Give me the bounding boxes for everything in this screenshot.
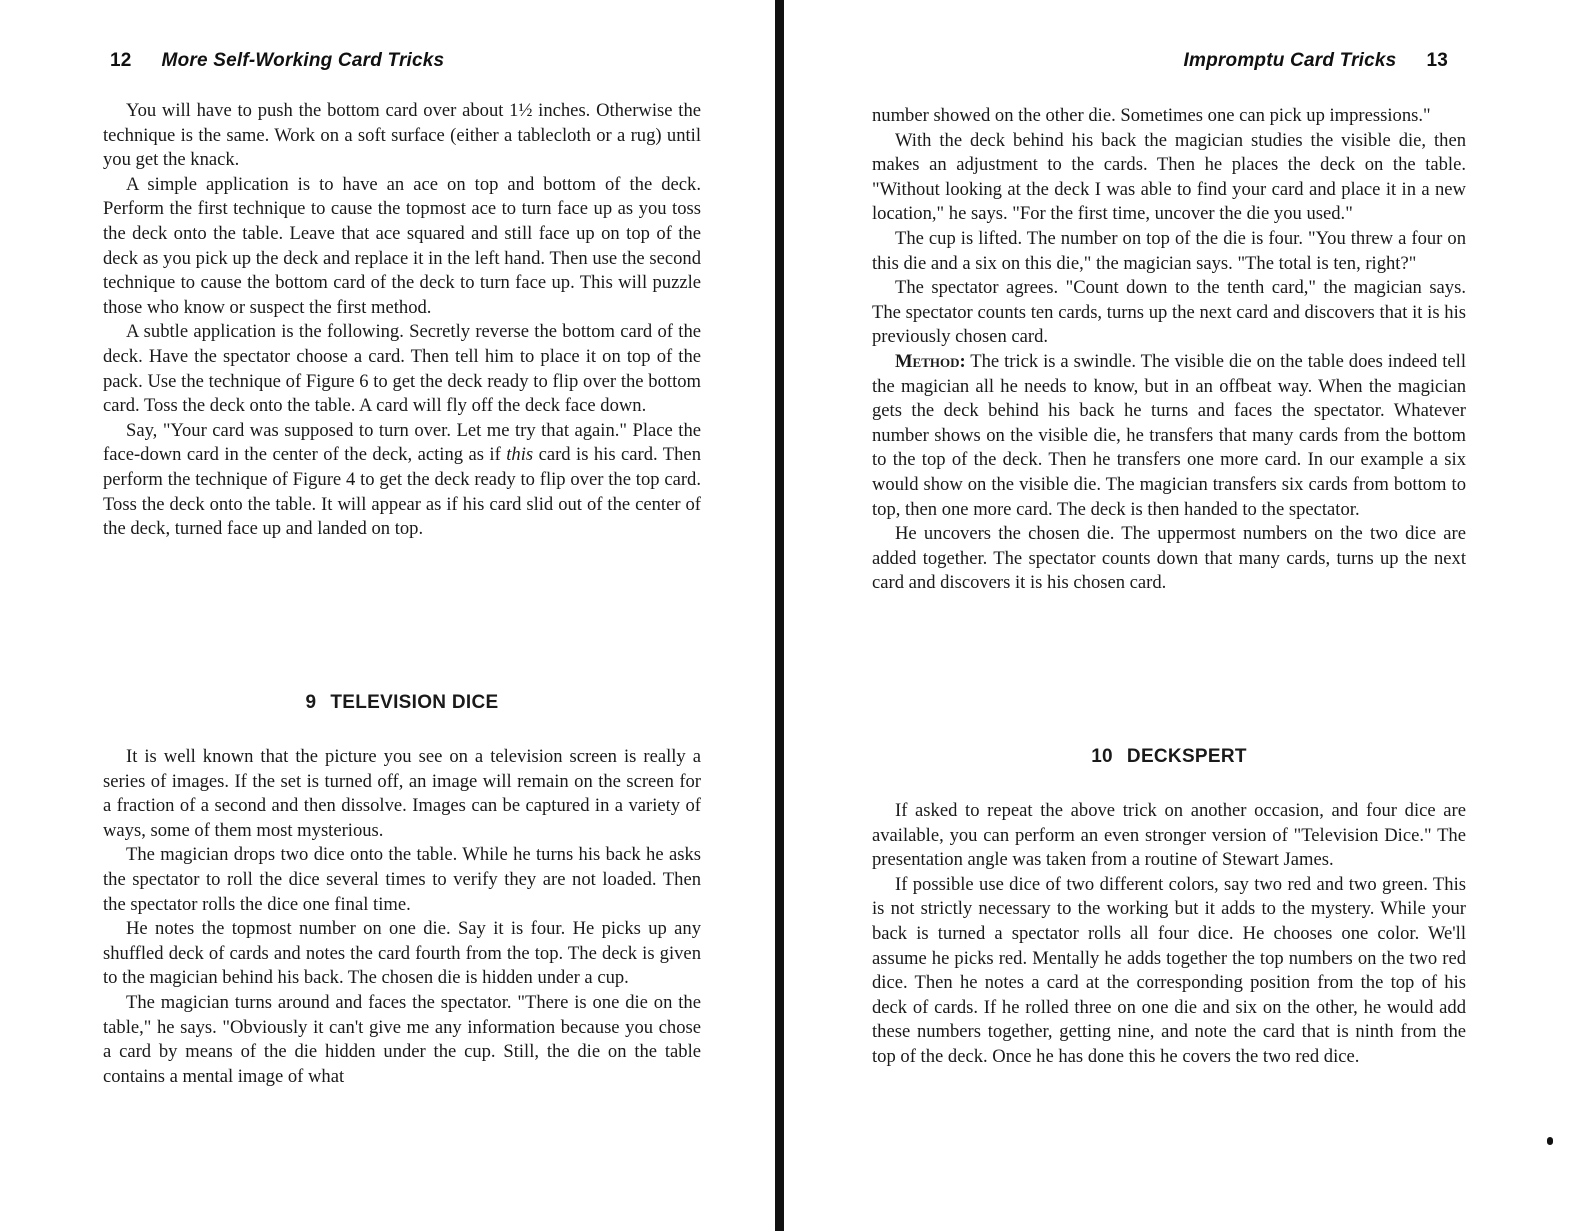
paragraph: A subtle application is the following. Secretly reverse the bottom card of the deck. Have the spectator choose a card. Then tell him to place it on top of the pack. Use the technique of Figure 6 to get the deck ready to flip over the bottom card. Toss the deck onto the table. A card will fly off the deck face down. <box>103 321 701 417</box>
paragraph: He uncovers the chosen die. The uppermost numbers on the two dice are added together. The spectator counts down that many cards, turns up the next card and discovers it is his chosen card. <box>872 523 1466 594</box>
paragraph: If possible use dice of two different colors, say two red and two green. This is not strictly necessary to the working but it adds to the mystery. While your back is turned a spectator rolls all four dice. He chooses one color. We'll assume he picks red. Mentally he adds together the top numbers on the two red dice. Then he notes a card at the corresponding position from the top of his deck of cards. If he rolled three on one die and six on the other, he would add these numbers together, getting nine, and note the card that is ninth from the top of the deck. Once he has done this he covers the two red dice. <box>872 873 1466 1067</box>
paragraph: You will have to push the bottom card over about 1½ inches. Otherwise the technique is the same. Work on a soft surface (either a tablecloth or a rug) until you get the knack. <box>103 100 701 171</box>
left-body-top <box>103 99 701 542</box>
left-running-head <box>110 50 444 72</box>
paragraph: He notes the topmost number on one die. Say it is four. He picks up any shuffled deck of cards and notes the card fourth from the top. The deck is given to the magician behind his back. The chosen die is hidden under a cup. <box>103 918 701 989</box>
paragraph: The cup is lifted. The number on top of the die is four. "You threw a four on this die and a six on this die," the magician says. "The total is ten, right?" <box>872 227 1466 274</box>
paragraph: The magician turns around and faces the spectator. "There is one die on the table," he says. "Obviously it can't give me any information because you chose a card by means of the die hidden under the cup. Still, the die on the table contains a mental image of what <box>103 991 701 1087</box>
right-body-section <box>872 799 1466 1070</box>
paragraph-continuation: number showed on the other die. Sometimes one can pick up impressions." <box>872 105 1431 126</box>
paragraph-method: Method: The trick is a swindle. The visible die on the table does indeed tell the magician all he needs to know, but in an offbeat way. When the magician gets the deck behind his back he turns and faces the spectator. Whatever number shows on the visible die, he transfers that many cards from the bottom to the top of the deck. Then he transfers one more card. In our example a six would show on the visible die. The magician transfers six cards from bottom to top, then one more card. The deck is then handed to the spectator. <box>872 350 1466 520</box>
right-page <box>784 0 1574 1231</box>
right-page-number: 13 <box>1426 50 1448 71</box>
paragraph: A simple application is to have an ace on top and bottom of the deck. Perform the first technique to cause the topmost ace to turn face up as you toss the deck onto the table. Leave that ace squared and still face up on top of the deck as you pick up the deck and replace it in the left hand. Then use the second technique to cause the bottom card of the deck to turn face up. This will puzzle those who know or suspect the first method. <box>103 173 701 318</box>
paragraph: The magician drops two dice onto the table. While he turns his back he asks the spectator to roll the dice several times to verify they are not loaded. Then the spectator rolls the dice one final time. <box>103 844 701 915</box>
paragraph: It is well known that the picture you see on a television screen is really a series of images. If the set is turned off, an image will remain on the screen for a fraction of a second and then dissolve. Images can be captured in a variety of ways, some of them most mysterious. <box>103 746 701 841</box>
paragraph: With the deck behind his back the magician studies the visible die, then makes an adjustment to the cards. Then he places the deck on the table. "Without looking at the deck I was able to find your card and place it in a new location," he says. "For the first time, uncover the die you used." <box>872 129 1466 225</box>
left-page-number: 12 <box>110 50 132 71</box>
method-label: Method: <box>895 350 966 372</box>
section-heading-television-dice: 9 TELEVISION DICE <box>305 692 499 713</box>
scan-speck <box>1547 1137 1553 1145</box>
right-running-head <box>1184 50 1448 72</box>
right-body-top <box>872 104 1466 596</box>
paragraph-say: Say, "Your card was supposed to turn over. Let me try that again." Place the face-down card in the center of the deck, acting as if this card is his card. Then perform the technique of Figure 4 to get the deck ready to flip over the top card. Toss the deck onto the table. It will appear as if his card slid out of the center of the deck, turned face up and landed on top. <box>103 419 701 540</box>
left-body-section <box>103 745 701 1089</box>
section-heading-deckspert: 10 DECKSPERT <box>1091 746 1247 767</box>
left-page <box>0 0 780 1231</box>
right-running-title: Impromptu Card Tricks <box>1183 50 1397 71</box>
paragraph: The spectator agrees. "Count down to the tenth card," the magician says. The spectator counts ten cards, turns up the next card and discovers that it is his previously chosen card. <box>872 277 1466 348</box>
paragraph: If asked to repeat the above trick on another occasion, and four dice are available, you can perform an even stronger version of "Television Dice." The presentation angle was taken from a routine of Stewart James. <box>872 800 1466 871</box>
book-gutter <box>775 0 784 1231</box>
left-running-title: More Self-Working Card Tricks <box>161 50 445 71</box>
emphasis-this: this <box>506 444 534 466</box>
